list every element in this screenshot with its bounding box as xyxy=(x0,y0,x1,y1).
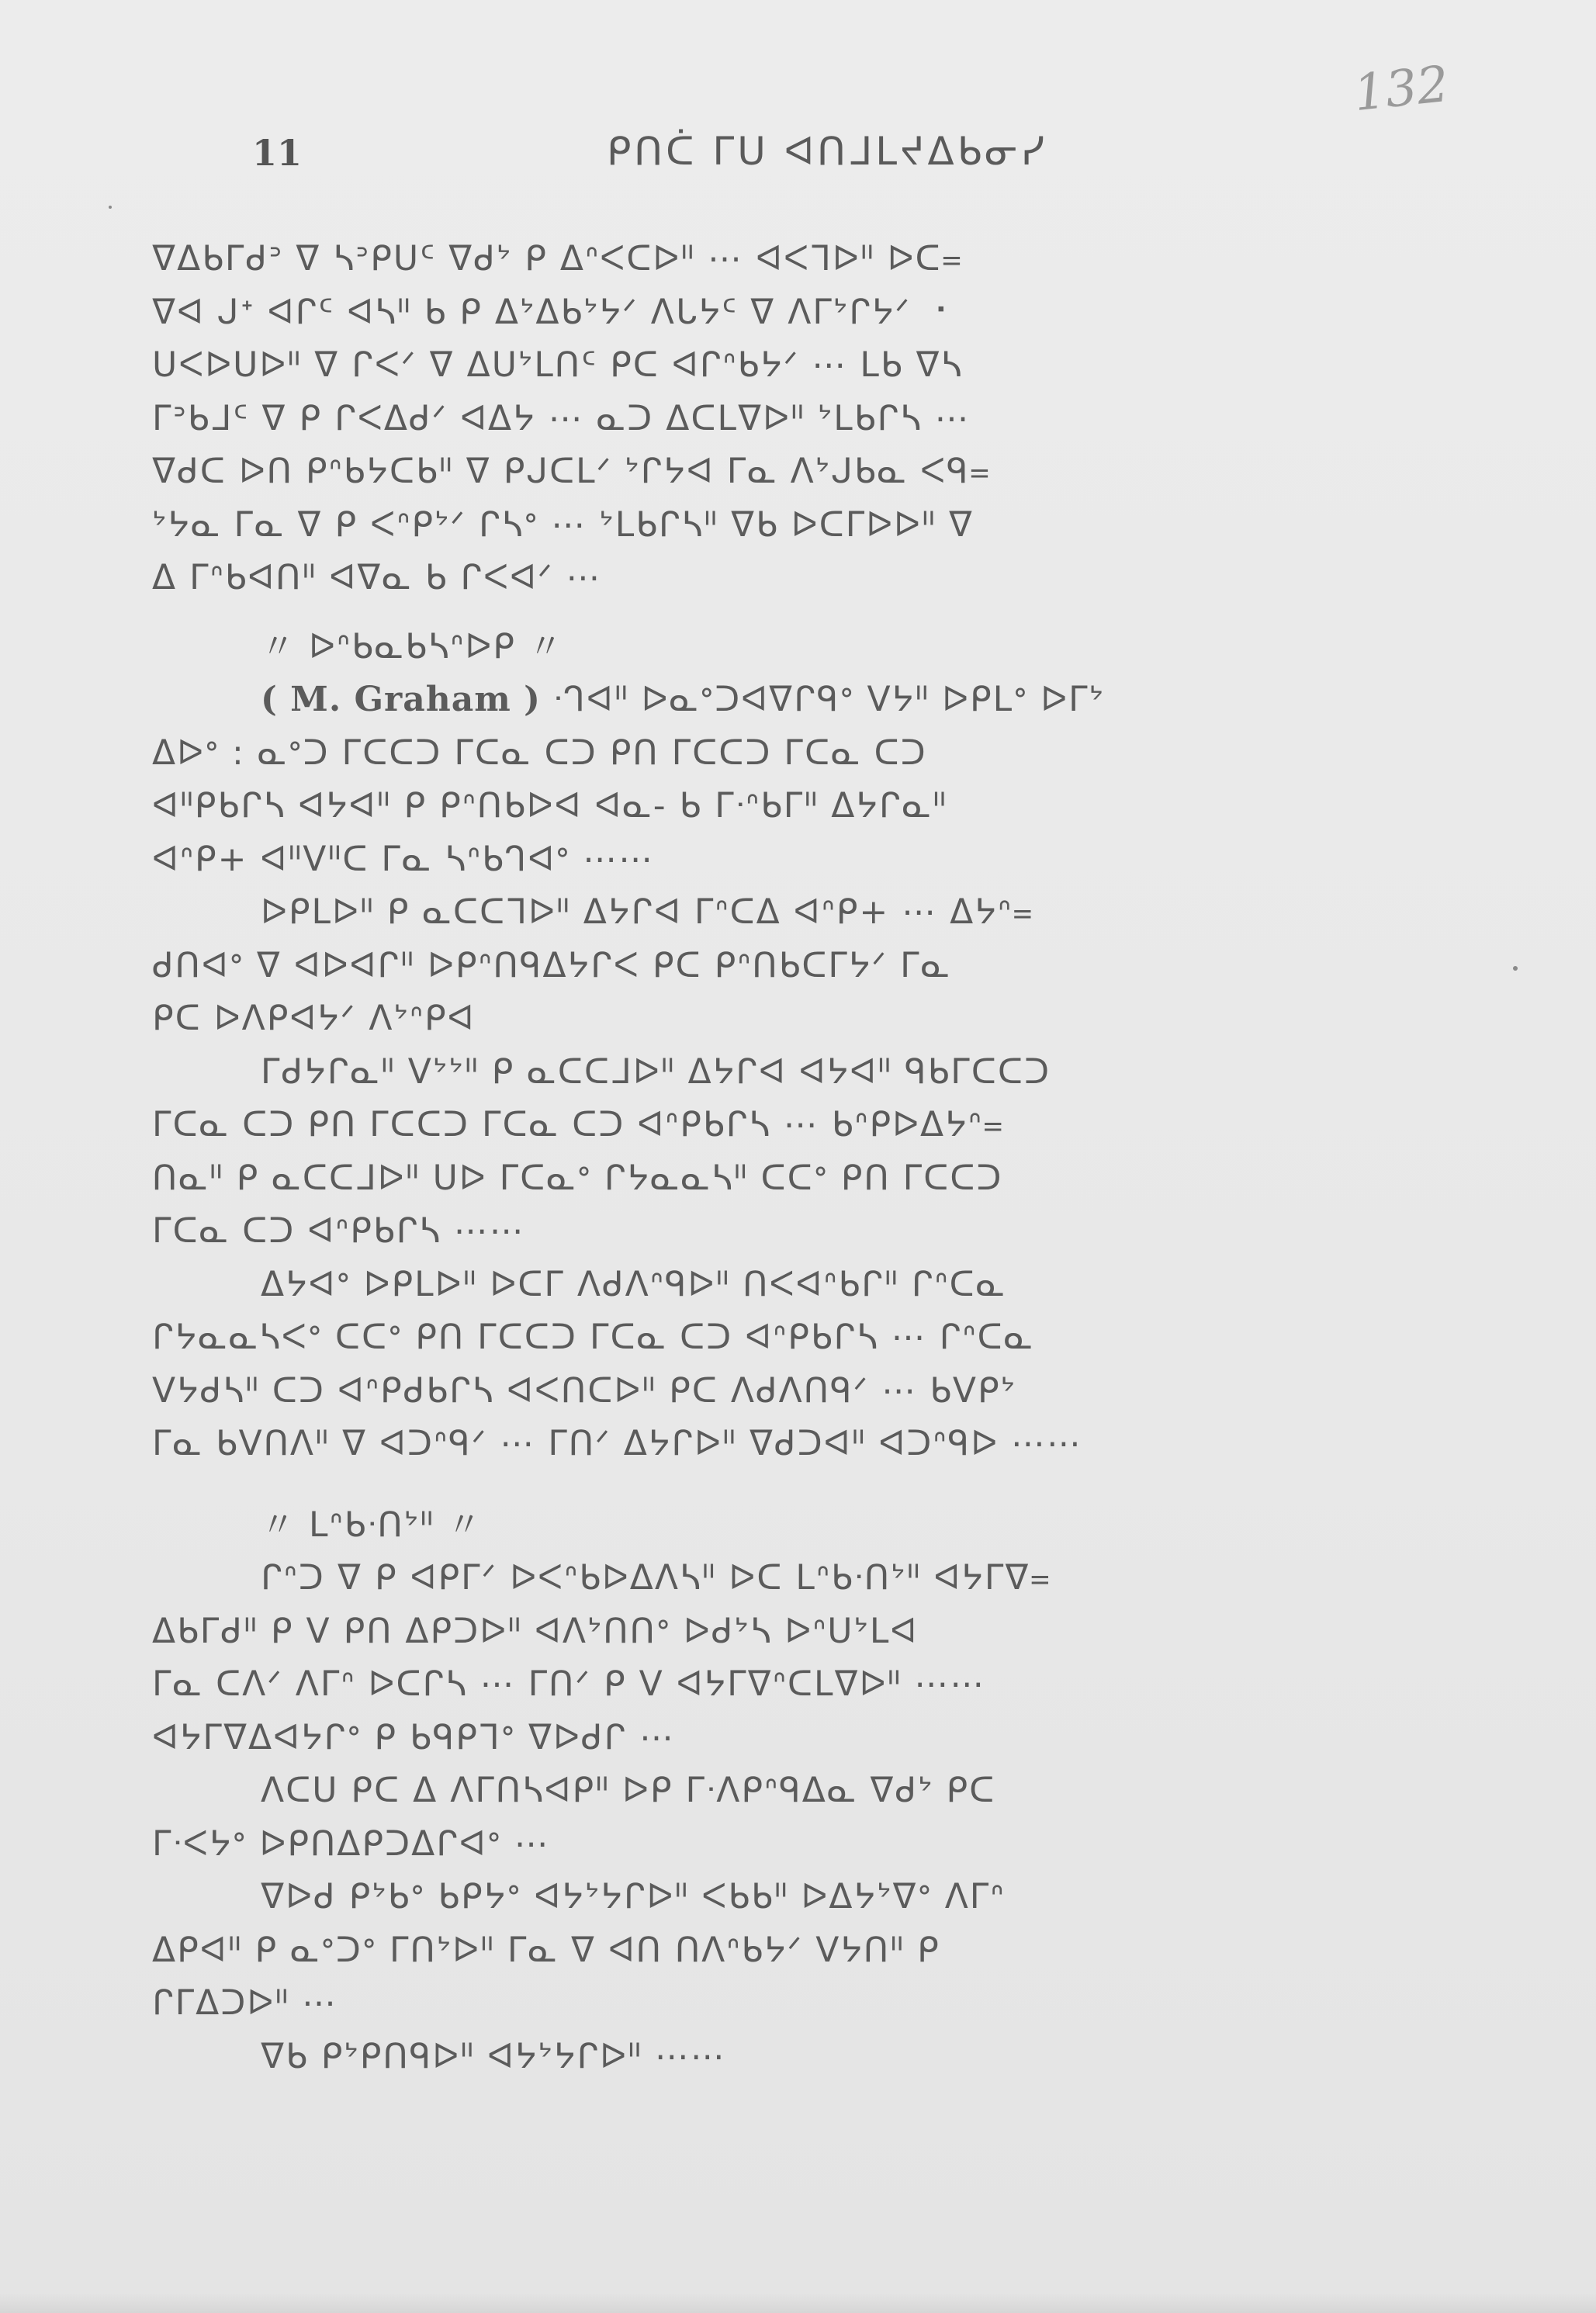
paragraph-5 xyxy=(152,1764,1425,1871)
page-body xyxy=(152,233,1425,2083)
text-line: ᐃᑭᐊᐦ ᑭ ᓇᐤᑐᐤ ᒥᑎᔾᐅᐦ ᒥᓇ ᐁ ᐊᑎ ᑎᐱᐢᑲᔭᐟ ᐯᔭᑎᐦ ᑭ xyxy=(152,1930,940,1970)
page-number: 11 xyxy=(252,132,303,174)
text-line: ᐊᐢᑭ+ ᐊᐦᐯᐦᑕ ᒥᓇ ᓴᐢᑲᒉᐊᐤ ⋯⋯ xyxy=(152,839,655,879)
paper-speck xyxy=(109,206,112,209)
text-line: ᒥᑕᓇ ᑕᑐ ᐊᐢᑭᑲᒋᓴ ⋯⋯ xyxy=(152,1211,525,1251)
text-line: ᑯᑎᐊᐤ ᐁ ᐊᐅᐊᒋᐦ ᐅᑭᐢᑎᑫᐃᔭᒋᐸ ᑭᑕ ᑭᐢᑎᑲᑕᒥᔭᐟ ᒥᓇ xyxy=(152,945,952,985)
text-line: ᒋᐢᑐ ᐁ ᑭ ᐊᑭᒥᐟ ᐅᐸᐢᑲᐅᐃᐱᓴᐦ ᐅᑕ ᒪᐢᑲᐧᑎᔾᐦ ᐊᔭᒥᐁ᐀ xyxy=(261,1558,1052,1598)
section-one xyxy=(152,621,1425,887)
text-fragment: ᐧᒉᐊᐦ ᐅᓇᐤᑐᐊᐁᒋᑫᐤ ᐯᔭᐦ ᐅᑭᒪᐤ ᐅᒥᔾ xyxy=(552,680,1106,719)
paragraph-4 xyxy=(152,1552,1425,1764)
paragraph-2 xyxy=(152,1046,1425,1259)
text-line: ᒥᐧᐸᔭᐤ ᐅᑭᑎᐃᑭᑐᐃᒋᐊᐤ ⋯ xyxy=(152,1823,550,1864)
text-line: ᐁᐅᑯ ᑭᔾᑲᐤ ᑲᑭᔭᐤ ᐊᔭᔾᔭᒋᐅᐦ ᐸᑲᑲᐦ ᐅᐃᔭᔾᐁᐤ ᐱᒥᐢ xyxy=(261,1877,1006,1917)
paper-speck xyxy=(1513,966,1518,971)
text-line: ᑭᑕ ᐅᐱᑭᐊᔭᐟ ᐱᔾᐢᑭᐊ xyxy=(152,999,476,1038)
text-line: ᐁᐊ ᒍᕀ ᐊᒋᑦ ᐊᓴᐦ ᑲ ᑭ ᐃᔾᐃᑲᔾᔭᐟ ᐱᒐᔭᑦ ᐁ ᐱᒥᔾᒋᔭᐟ ⠐ xyxy=(152,292,950,332)
paragraph-7 xyxy=(152,2031,1425,2084)
section-title: 〃 ᐅᐢᑲᓇᑲᓴᐢᐅᑭ 〃 xyxy=(261,626,564,667)
text-line: ᒋᒥᐃᑐᐅᐦ ⋯ xyxy=(152,1983,338,2023)
text-line: ᐁᑲ ᑭᔾᑭᑎᑫᐅᐦ ᐊᔭᔾᔭᒋᐅᐦ ⋯⋯ xyxy=(261,2036,726,2076)
text-line: ᐃ ᒥᐢᑲᐊᑎᐦ ᐊᐁᓇ ᑲ ᒋᐸᐊᐟ ⋯ xyxy=(152,558,602,597)
running-head: ᑭᑎᑖ ᒥᑌ ᐊᑎᒧᒪᔪᐃᑲᓂᓯ xyxy=(607,129,1047,174)
text-line: ᒥᓇ ᑲᐯᑎᐱᐦ ᐁ ᐊᑐᐢᑫᐟ ⋯ ᒥᑎᐟ ᐃᔭᒋᐅᐦ ᐁᑯᑐᐊᐦ ᐊᑐᐢᑫᐅ ⋯⋯ xyxy=(152,1424,1083,1463)
text-line: ᒥᐣᑲᒧᑦ ᐁ ᑭ ᒋᐸᐃᑯᐟ ᐊᐃᔭ ⋯ ᓇᑐ ᐃᑕᒪᐁᐅᐦ ᔾᒪᑲᒋᓴ ⋯ xyxy=(152,398,971,438)
text-line: ᐃᐅᐤ : ᓇᐤᑐ ᒥᑕᑕᑐ ᒥᑕᓇ ᑕᑐ ᑭᑎ ᒥᑕᑕᑐ ᒥᑕᓇ ᑕᑐ xyxy=(152,732,927,773)
page-bottom-edge xyxy=(0,2293,1596,2313)
text-line xyxy=(152,673,1425,727)
text-line: ᐯᔭᑯᓴᐦ ᑕᑐ ᐊᐢᑭᑯᑲᒋᓴ ᐊᐸᑎᑕᐅᐦ ᑭᑕ ᐱᑯᐱᑎᑫᐟ ⋯ ᑲᐯᑭᔾ xyxy=(152,1370,1016,1411)
text-line: ᐃᔭᐊᐤ ᐅᑭᒪᐅᐦ ᐅᑕᒥ ᐱᑯᐱᐢᑫᐅᐦ ᑎᐸᐊᐢᑲᒋᐦ ᒋᐢᑕᓇ xyxy=(261,1264,1007,1304)
section-title: 〃 ᒪᐢᑲᐧᑎᔾᐦ 〃 xyxy=(261,1504,483,1545)
text-line: ᐃᑲᒥᑯᐦ ᑭ ᐯ ᑭᑎ ᐃᑭᑐᐅᐦ ᐊᐱᔾᑎᑎᐤ ᐅᑯᔾᓴ ᐅᐢᑌᔾᒪᐊ xyxy=(152,1611,919,1651)
text-line: ᒥᓇ ᑕᐱᐟ ᐱᒥᐢ ᐅᑕᒋᓴ ⋯ ᒥᑎᐟ ᑭ ᐯ ᐊᔭᒥᐁᐢᑕᒪᐁᐅᐦ ⋯⋯ xyxy=(152,1664,986,1704)
text-line: ᐊᐦᑭᑲᒋᓴ ᐊᔭᐊᐦ ᑭ ᑭᐢᑎᑲᐅᐊ ᐊᓇ- ᑲ ᒥᐧᐢᑲᒥᐦ ᐃᔭᒋᓇᐦ xyxy=(152,786,947,826)
text-line: ᒥᑕᓇ ᑕᑐ ᑭᑎ ᒥᑕᑕᑐ ᒥᑕᓇ ᑕᑐ ᐊᐢᑭᑲᒋᓴ ⋯ ᑲᐢᑭᐅᐃᔭᐢ᐀ xyxy=(152,1105,1005,1144)
paragraph-1 xyxy=(152,886,1425,1046)
text-line: ᐊᔭᒥᐁᐃᐊᔭᒋᐤ ᑭ ᑲᑫᑭᒣᐤ ᐁᐅᑯᒋ ⋯ xyxy=(152,1717,676,1757)
text-line: ᒥᑯᔭᒋᓇᐦ ᐯᔾᔾᐦ ᑭ ᓇᑕᑕᒧᐅᐦ ᐃᔭᒋᐊ ᐊᔭᐊᐦ ᑫᑲᒥᑕᑕᑐ xyxy=(261,1051,1051,1092)
text-line: ᐅᑭᒪᐅᐦ ᑭ ᓇᑕᑕᒣᐅᐦ ᐃᔭᒋᐊ ᒥᐢᑕᐃ ᐊᐢᑭ+ ⋯ ᐃᔭᐢ᐀ xyxy=(261,892,1034,932)
paragraph-3 xyxy=(152,1259,1425,1471)
author-attribution: ( M. Graham ) xyxy=(261,680,541,719)
text-line: ᐁᐃᑲᒥᑯᐣ ᐁ ᓴᐣᑭᑌᑦ ᐁᑯᔾ ᑭ ᐃᐢᐸᑕᐅᐦ ⋯ ᐊᐸᒣᐅᐦ ᐅᑕ᐀ xyxy=(152,239,964,279)
text-line: ᔾᔭᓇ ᒥᓇ ᐁ ᑭ ᐸᐢᑭᔾᐟ ᒋᓴᐤ ⋯ ᔾᒪᑲᒋᓴᐦ ᐁᑲ ᐅᑕᒥᐅᐅᐦ ᐁ xyxy=(152,504,974,545)
handwritten-folio-number: 132 xyxy=(1351,55,1452,123)
text-line: ᒋᔭᓇᓇᓴᐸᐤ ᑕᑕᐤ ᑭᑎ ᒥᑕᑕᑐ ᒥᑕᓇ ᑕᑐ ᐊᐢᑭᑲᒋᓴ ⋯ ᒋᐢᑕᓇ xyxy=(152,1318,1035,1357)
opening-paragraph xyxy=(152,233,1425,605)
text-line: ᑎᓇᐦ ᑭ ᓇᑕᑕᒧᐅᐦ ᑌᐅ ᒥᑕᓇᐤ ᒋᔭᓇᓇᓴᐦ ᑕᑕᐤ ᑭᑎ ᒥᑕᑕᑐ xyxy=(152,1158,1003,1198)
paragraph-6 xyxy=(152,1871,1425,2031)
text-line: ᐱᑕᑌ ᑭᑕ ᐃ ᐱᒥᑎᓴᐊᑭᐦ ᐅᑭ ᒥᐧᐱᑭᐢᑫᐃᓇ ᐁᑯᔾ ᑭᑕ xyxy=(261,1771,996,1810)
text-line: ᐁᑯᑕ ᐅᑎ ᑭᐢᑲᔭᑕᑲᐦ ᐁ ᑭᒍᑕᒪᐟ ᔾᒋᔭᐊ ᒥᓇ ᐱᔾᒍᑲᓇ ᐸᑫ᐀ xyxy=(152,452,992,491)
text-line: ᑌᐸᐅᑌᐅᐦ ᐁ ᒋᐸᐟ ᐁ ᐃᑌᔾᒪᑎᑦ ᑭᑕ ᐊᒋᐢᑲᔭᐟ ⋯ ᒪᑲ ᐁᓴ xyxy=(152,345,964,385)
section-two xyxy=(152,1499,1425,1553)
